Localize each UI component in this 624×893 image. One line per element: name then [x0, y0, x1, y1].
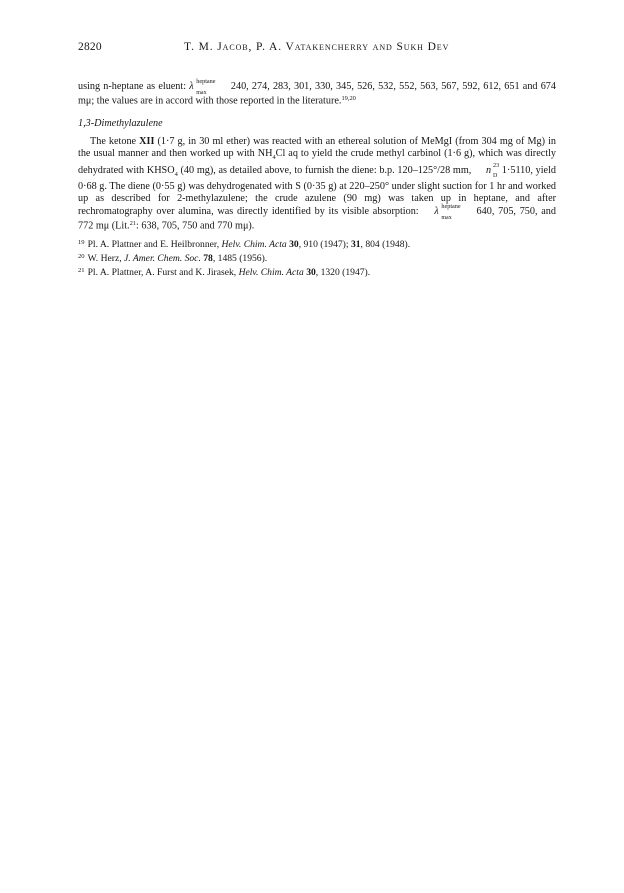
reference-volume: 78 [203, 252, 213, 264]
lambda-max-symbol: λ heptane max [189, 81, 225, 93]
reference-number: 20 [78, 252, 85, 260]
reference-entry [78, 251, 556, 265]
page-number: 2820 [78, 41, 102, 53]
reference-authors: Pl. A. Plattner, A. Furst and K. Jirasek, [87, 266, 239, 278]
nd-subscript: D [493, 172, 498, 179]
lambda-superscript: heptane [196, 78, 216, 85]
reference-journal: J. Amer. Chem. Soc. [124, 252, 201, 264]
nd-superscript: 23 [493, 161, 500, 169]
reference-authors: W. Herz, [87, 252, 125, 264]
reference-pages: , 804 (1948). [360, 239, 411, 251]
reference-volume: 30 [306, 266, 316, 278]
reference-pages: , 1320 (1947). [315, 266, 371, 278]
text-run: (40 mg), as detailed above, to furnish the diene: b.p. 120–125°/28 mm, [177, 164, 475, 176]
compound-label: XII [139, 135, 155, 147]
text-run: 1·5110, yield 0·68 g. The diene (0·55 g) was dehydrogenated with S (0·35 g) at 220–250° under slight suction for 1 hr and worked up as described for 2-methylazulene; the crude azulene (90 mg) was taken up in heptane, and after rechromatography over alumina, was directly identified by its visible absorption: [78, 164, 556, 217]
running-header [78, 41, 556, 57]
reference-marker: 19,20 [341, 95, 356, 103]
reference-pages: , 1485 (1956). [212, 252, 268, 264]
reference-journal: Helv. Chim. Acta [221, 239, 287, 251]
lambda-subscript: max [441, 214, 452, 221]
section-heading-text: 1,3-Dimethylazulene [78, 118, 163, 130]
reference-volume: 31 [350, 239, 361, 251]
reference-authors: Pl. A. Plattner and E. Heilbronner, [87, 239, 222, 251]
lambda-superscript: heptane [441, 202, 461, 210]
reference-volume: 30 [289, 239, 299, 251]
text-run: The ketone [90, 135, 140, 147]
text-run: (1·7 g, in 30 ml ether) was reacted with an ethereal solution of MeMgI (from 304 mg of Mg) in the usual manner and then worked up with NH [78, 135, 556, 160]
refractive-index-symbol: n 23 D [474, 165, 499, 177]
lambda-max-symbol: λ heptane max [422, 206, 470, 218]
text-run: Cl aq to yield the crude methyl carbinol (1·6 g), which was directly dehydrated with KHSO [78, 148, 556, 176]
absorption-paragraph [78, 78, 556, 108]
reference-entry [78, 265, 556, 279]
reference-number: 21 [78, 266, 85, 274]
footnote-references [78, 237, 556, 278]
procedure-paragraph [78, 136, 556, 233]
text-run: 240, 274, 283, 301, 330, 345, 526, 532, 552, 563, 567, 592, 612, 651 and 674 mμ; the values are in accord with those reported in the literature. [78, 81, 556, 107]
subscript: 4 [272, 154, 276, 162]
reference-entry [78, 237, 556, 251]
reference-journal: Helv. Chim. Acta [238, 266, 304, 278]
reference-number: 19 [78, 239, 85, 247]
text-run: 640, 705, 750, and 772 mμ (Lit. [78, 205, 556, 232]
text-run: using n-heptane as eluent: [78, 81, 190, 92]
text-run: : 638, 705, 750 and 770 mμ). [135, 220, 255, 232]
article-body [78, 78, 556, 279]
reference-pages: , 910 (1947); [298, 239, 351, 251]
subscript: 4 [174, 170, 178, 178]
section-heading [78, 118, 556, 130]
reference-marker: 21 [129, 220, 136, 228]
running-head-authors: T. M. Jacob, P. A. Vatakencherry and Sukh Dev [184, 41, 450, 53]
lambda-subscript: max [196, 90, 207, 96]
